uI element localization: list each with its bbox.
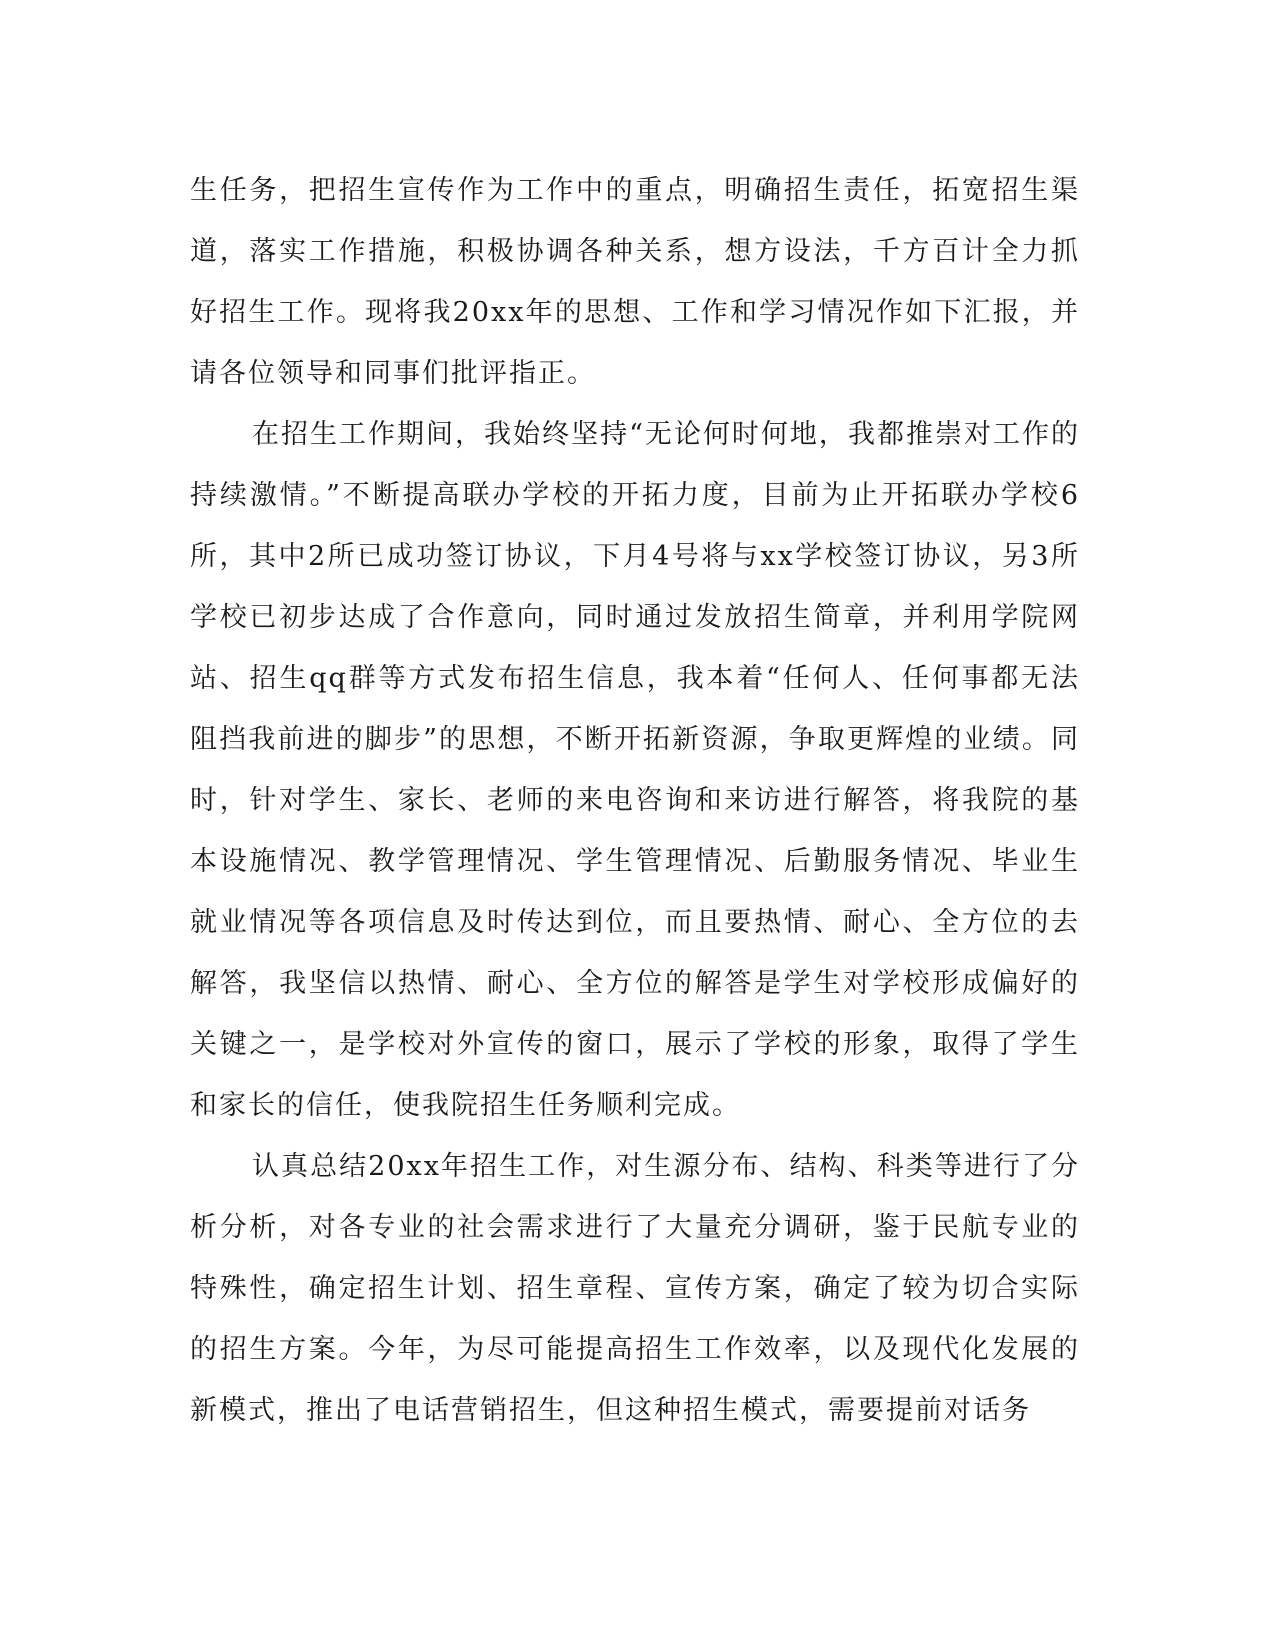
paragraph-3: 认真总结20xx年招生工作，对生源分布、结构、科类等进行了分析分析，对各专业的社会需求进行了大量充分调研，鉴于民航专业的特殊性，确定招生计划、招生章程、宣传方案，确定了较为切合实际的招生方案。今年，为尽可能提高招生工作效率，以及现代化发展的新模式，推出了电话营销招生，但这种招生模式，需要提前对话务 <box>190 1151 1080 1426</box>
paragraph-2: 在招生工作期间，我始终坚持“无论何时何地，我都推崇对工作的持续激情。”不断提高联办学校的开拓力度，目前为止开拓联办学校6所，其中2所已成功签订协议，下月4号将与xx学校签订协议，另3所学校已初步达成了合作意向，同时通过发放招生简章，并利用学院网站、招生qq群等方式发布招生信息，我本着“任何人、任何事都无法阻挡我前进的脚步”的思想，不断开拓新资源，争取更辉煌的业绩。同时，针对学生、家长、老师的来电咨询和来访进行解答，将我院的基本设施情况、教学管理情况、学生管理情况、后勤服务情况、毕业生就业情况等各项信息及时传达到位，而且要热情、耐心、全方位的去解答，我坚信以热情、耐心、全方位的解答是学生对学校形成偏好的关键之一，是学校对外宣传的窗口，展示了学校的形象，取得了学生和家长的信任，使我院招生任务顺利完成。 <box>190 419 1080 1121</box>
document-body <box>190 160 1080 1441</box>
paragraph-1: 生任务，把招生宣传作为工作中的重点，明确招生责任，拓宽招生渠道，落实工作措施，积极协调各种关系，想方设法，千方百计全力抓好招生工作。现将我20xx年的思想、工作和学习情况作如下汇报，并请各位领导和同事们批评指正。 <box>190 175 1080 389</box>
